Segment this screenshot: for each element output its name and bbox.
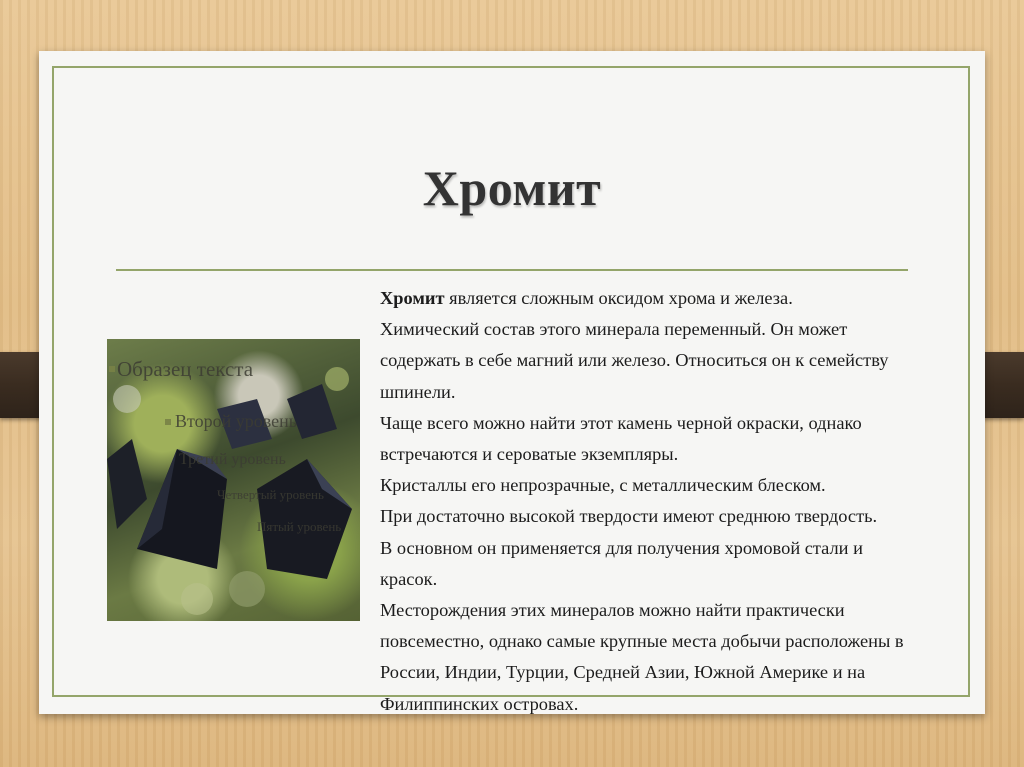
placeholder-bullet: [109, 366, 115, 372]
paragraph-line: Месторождения этих минералов можно найти практически: [380, 600, 845, 621]
slide-title: Хромит: [422, 160, 602, 216]
paragraph-line: Кристаллы его непрозрачные, с металлическим блеском.: [380, 475, 826, 496]
paragraph-line: содержать в себе магний или железо. Относиться он к семейству: [380, 350, 889, 371]
paragraph-line: [380, 283, 960, 314]
paragraph-line: шпинели.: [380, 381, 456, 402]
term-bold: Хромит: [380, 288, 445, 308]
description-text: [380, 283, 960, 720]
paragraph-line: Химический состав этого минерала переменный. Он может: [380, 319, 848, 340]
placeholder-level-2: Второй уровень: [175, 411, 297, 431]
slide: [39, 51, 985, 714]
paragraph-line: красок.: [380, 568, 438, 589]
paragraph-line: При достаточно высокой твердости имеют среднюю твердость.: [380, 506, 878, 527]
paragraph-line: повсеместно, однако самые крупные места добычи расположены в: [380, 631, 904, 652]
paragraph-line: Чаще всего можно найти этот камень черной окраски, однако: [380, 412, 862, 433]
placeholder-level-3: Третий уровень: [179, 451, 286, 468]
paragraph-line: Филиппинских островах.: [380, 693, 579, 714]
placeholder-level-4: Четвертый уровень: [217, 487, 324, 502]
paragraph-line: встречаются и сероватые экземпляры.: [380, 444, 679, 465]
line-text: является сложным оксидом хрома и железа.: [444, 288, 793, 308]
placeholder-level-1: Образец текста: [117, 357, 254, 381]
placeholder-level-5: Пятый уровень: [257, 519, 342, 534]
placeholder-bullet: [165, 419, 171, 425]
chromite-photo: [107, 339, 360, 621]
paragraph-line: В основном он применяется для получения хромовой стали и: [380, 537, 863, 558]
title-divider: [116, 269, 908, 271]
paragraph-line: России, Индии, Турции, Средней Азии, Южной Америке и на: [380, 662, 866, 683]
